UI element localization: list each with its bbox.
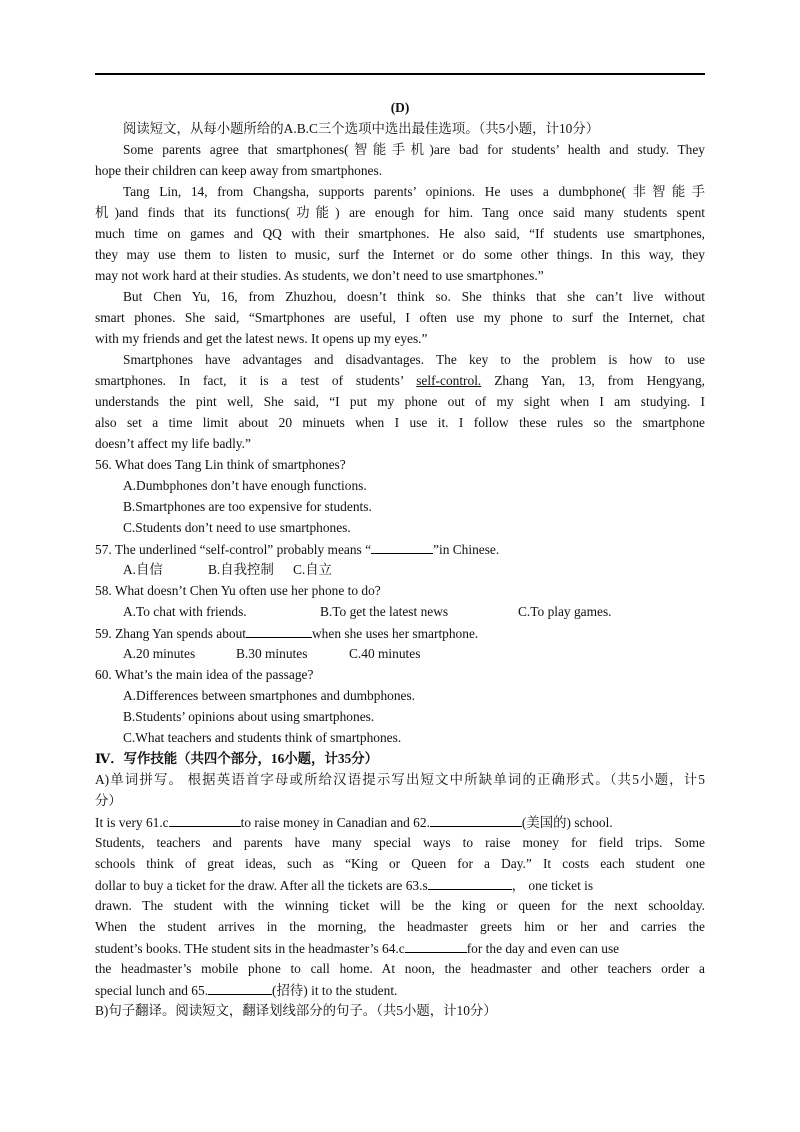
answer-option: C.What teachers and students think of smartphones. (123, 730, 402, 745)
passage-line: Smartphones have advantages and disadvantages. The key to the problem is how to use (123, 352, 705, 367)
answer-option: A.20 minutes (123, 646, 196, 661)
text-segment: dollar to buy a ticket for the draw. After all the tickets are 63.s (95, 878, 428, 893)
part-a-instructions: A)单词拼写。 根据英语首字母或所给汉语提示写出短文中所缺单词的正确形式。（共5小题，计5 (95, 772, 705, 787)
question-stem (95, 539, 705, 560)
answer-options-row (123, 644, 705, 664)
part-a-instructions-cont: 分） (95, 793, 122, 808)
text-segment: student’s books. THe student sits in the headmaster’s 64.c (95, 941, 405, 956)
answer-options-row (123, 602, 705, 622)
answer-blank-61[interactable] (169, 812, 241, 827)
instructions: 阅读短文，从每小题所给的A.B.C三个选项中选出最佳选项。（共5小题，计10分） (123, 121, 600, 136)
answer-blank[interactable] (371, 539, 433, 554)
passage-line: may not work hard at their studies. As students, we don’t need to use smartphones.” (95, 268, 544, 283)
answer-blank-62[interactable] (430, 812, 522, 827)
text-segment: (美国的) school. (521, 815, 613, 830)
answer-blank[interactable] (246, 623, 312, 638)
cloze-line (95, 812, 705, 833)
question-stem: 60. What’s the main idea of the passage? (95, 667, 314, 682)
passage-line-underlined (95, 371, 705, 391)
answer-option: A.Differences between smartphones and dumbphones. (123, 688, 416, 703)
cloze-line (95, 938, 705, 959)
cloze-line: the headmaster’s mobile phone to call home. At noon, the headmaster and other teachers order a (95, 961, 705, 976)
part-b-instructions: B)句子翻译。阅读短文，翻译划线部分的句子。（共5小题，计10分） (95, 1003, 497, 1018)
answer-option: B.Students’ opinions about using smartphones. (123, 709, 375, 724)
passage-line: Tang Lin, 14, from Changsha, supports parents’ opinions. He uses a dumbphone(非智能手 (123, 184, 705, 199)
answer-blank-63[interactable] (428, 875, 512, 890)
text-segment: 59. Zhang Yan spends about (95, 626, 247, 641)
passage-line: they may use them to listen to music, surf the Internet or do some other things. In this way, they (95, 247, 705, 262)
passage-line: also set a time limit about 20 minuets when I use it. I follow these rules so the smartphone (95, 415, 705, 430)
answer-option: A.自信 (123, 562, 163, 577)
text-segment: (招待) it to the student. (272, 983, 398, 998)
answer-blank-64[interactable] (405, 938, 467, 953)
text-segment: when she uses her smartphone. (312, 626, 479, 641)
cloze-line: schools think of great ideas, such as “King or Queen for a Day.” It costs each student one (95, 856, 705, 871)
answer-option: B.自我控制 (208, 562, 274, 577)
passage-line: hope their children can keep away from smartphones. (95, 163, 383, 178)
cloze-line (95, 875, 705, 896)
text-segment: special lunch and 65. (95, 983, 209, 998)
answer-options-row (123, 560, 705, 580)
passage-line: understands the pint well, She said, “I put my phone out of my sight when I am studying. I (95, 394, 705, 409)
passage-line: Some parents agree that smartphones(智能手机)are bad for students’ health and study. They (123, 142, 705, 157)
passage-line: But Chen Yu, 16, from Zhuzhou, doesn’t think so. She thinks that she can’t live without (123, 289, 705, 304)
answer-option: B.30 minutes (236, 646, 308, 661)
top-rule (95, 73, 705, 75)
cloze-line: When the student arrives in the morning, the headmaster greets him or her and carries the (95, 919, 705, 934)
answer-option: C.自立 (293, 562, 333, 577)
question-stem: 56. What does Tang Lin think of smartphones? (95, 457, 346, 472)
passage-line: 机)and finds that its functions(功能) are enough for him. Tang once said many students spent (95, 205, 705, 220)
underlined-word: self-control. (416, 373, 482, 388)
answer-option: C.To play games. (518, 604, 612, 619)
passage-line: with my friends and get the latest news. It opens up my eyes.” (95, 331, 428, 346)
answer-option: C.40 minutes (349, 646, 421, 661)
cloze-line (95, 980, 705, 1001)
text-segment: It is very 61.c (95, 815, 169, 830)
answer-blank-65[interactable] (208, 980, 272, 995)
text-segment: 57. The underlined “self-control” probably means “ (95, 542, 372, 557)
cloze-line: Students, teachers and parents have many special ways to raise money for field trips. Some (95, 835, 705, 850)
section-label: (D) (390, 100, 410, 115)
text-segment: smartphones. In fact, it is a test of students’ (95, 373, 417, 388)
answer-option: A.Dumbphones don’t have enough functions. (123, 478, 367, 493)
cloze-line: drawn. The student with the winning ticket will be the king or queen for the next schoolday. (95, 898, 705, 913)
question-stem (95, 623, 705, 644)
text-segment: for the day and even can use (466, 941, 620, 956)
answer-option: A.To chat with friends. (123, 604, 247, 619)
passage-line: smart phones. She said, “Smartphones are useful, I often use my phone to surf the Internet, chat (95, 310, 705, 325)
answer-option: C.Students don’t need to use smartphones. (123, 520, 351, 535)
text-segment: to raise money in Canadian and 62. (240, 815, 430, 830)
passage-line: doesn’t affect my life badly.” (95, 436, 251, 451)
section-heading: Ⅳ．写作技能（共四个部分，16小题，计35分） (95, 751, 379, 766)
text-segment: ， one ticket is (511, 878, 594, 893)
question-stem: 58. What doesn’t Chen Yu often use her phone to do? (95, 583, 381, 598)
text-segment: Zhang Yan, 13, from Hengyang, (481, 373, 705, 388)
text-segment: ”in Chinese. (433, 542, 500, 557)
answer-option: B.Smartphones are too expensive for students. (123, 499, 372, 514)
answer-option: B.To get the latest news (320, 604, 449, 619)
passage-line: much time on games and QQ with their smartphones. He also said, “If students use smartphones, (95, 226, 705, 241)
